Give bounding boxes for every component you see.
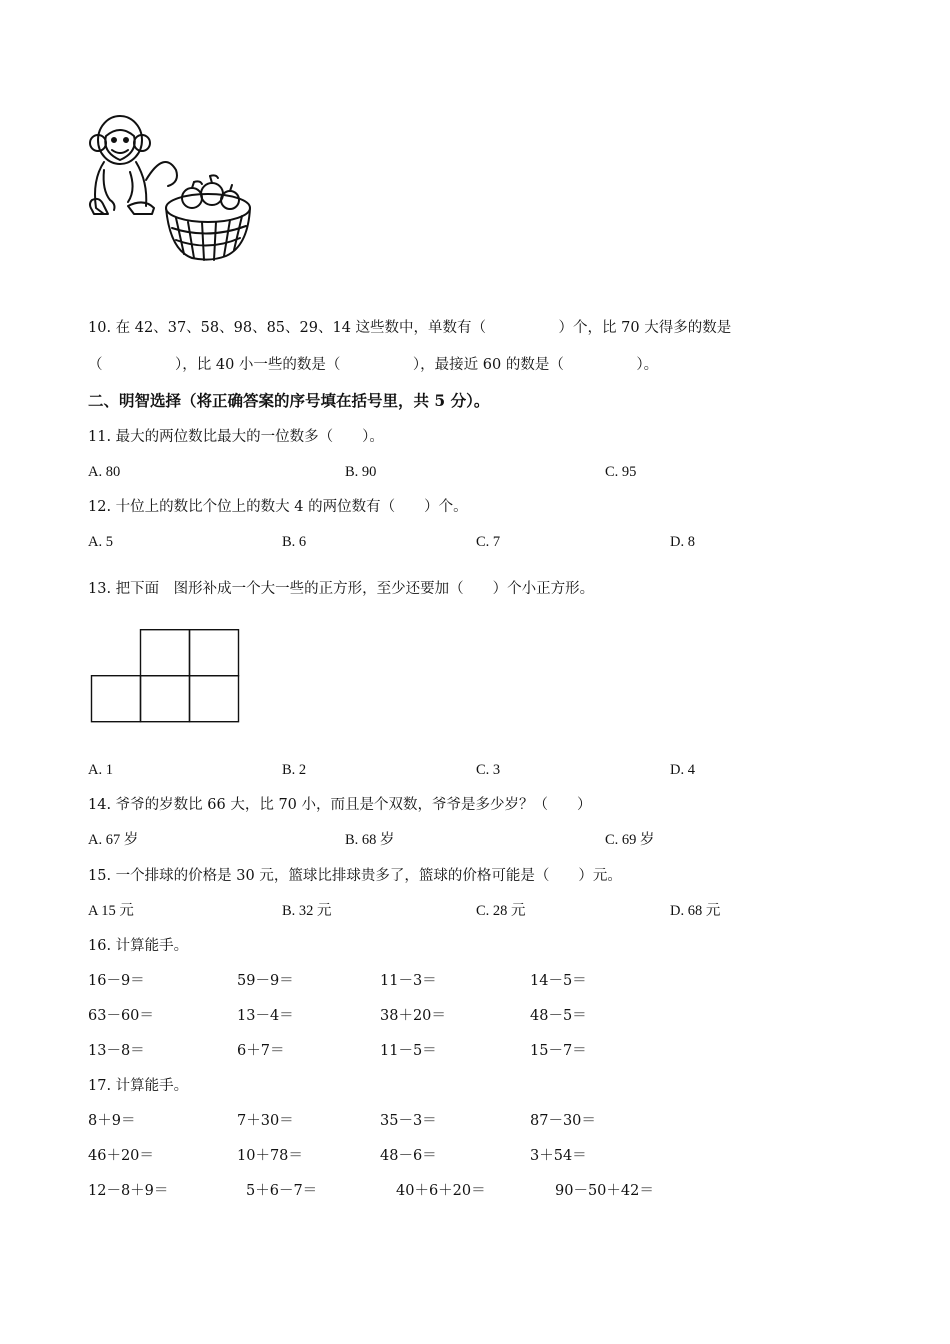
q17-expr: 3＋54＝ bbox=[530, 1148, 587, 1164]
question-12-text: 12. 十位上的数比个位上的数大 4 的两位数有（ ）个。 bbox=[88, 499, 468, 515]
q14-option-a: A. 67 岁 bbox=[88, 832, 139, 848]
q14-option-c: C. 69 岁 bbox=[605, 832, 655, 848]
q17-expr: 8＋9＝ bbox=[88, 1113, 136, 1129]
q15-option-a: A 15 元 bbox=[88, 903, 134, 919]
q16-expr: 48－5＝ bbox=[530, 1008, 587, 1024]
question-15-text: 15. 一个排球的价格是 30 元，篮球比排球贵多了，篮球的价格可能是（ ）元。 bbox=[88, 868, 622, 884]
q17-expr: 90－50＋42＝ bbox=[555, 1183, 654, 1199]
q12-option-a: A. 5 bbox=[88, 534, 113, 550]
q17-expr: 7＋30＝ bbox=[237, 1113, 294, 1129]
q12-option-b: B. 6 bbox=[282, 534, 307, 550]
q15-option-d: D. 68 元 bbox=[670, 903, 721, 919]
q16-expr: 63－60＝ bbox=[88, 1008, 154, 1024]
q16-expr: 6＋7＝ bbox=[237, 1043, 285, 1059]
q13-option-c: C. 3 bbox=[476, 762, 501, 778]
q16-expr: 16－9＝ bbox=[88, 973, 145, 989]
question-17-text: 17. 计算能手。 bbox=[88, 1078, 189, 1094]
q13-option-b: B. 2 bbox=[282, 762, 307, 778]
q17-expr: 12－8＋9＝ bbox=[88, 1183, 169, 1199]
q17-expr: 48－6＝ bbox=[380, 1148, 437, 1164]
q17-expr: 10＋78＝ bbox=[237, 1148, 303, 1164]
q16-expr: 38＋20＝ bbox=[380, 1008, 446, 1024]
q16-expr: 14－5＝ bbox=[530, 973, 587, 989]
square-grid-figure bbox=[90, 629, 242, 723]
question-11-text: 11. 最大的两位数比最大的一位数多（ ）。 bbox=[88, 429, 384, 445]
q17-expr: 35－3＝ bbox=[380, 1113, 437, 1129]
q17-expr: 5＋6－7＝ bbox=[246, 1183, 318, 1199]
q14-option-b: B. 68 岁 bbox=[345, 832, 395, 848]
question-10-line-1: 10. 在 42、37、58、98、85、29、14 这些数中，单数有（ ）个，比 70 大得多的数是 bbox=[88, 320, 732, 336]
q15-option-c: C. 28 元 bbox=[476, 903, 526, 919]
q13-option-a: A. 1 bbox=[88, 762, 113, 778]
q16-expr: 13－4＝ bbox=[237, 1008, 294, 1024]
question-14-text: 14. 爷爷的岁数比 66 大，比 70 小，而且是个双数，爷爷是多少岁？（ ） bbox=[88, 797, 592, 813]
q15-option-b: B. 32 元 bbox=[282, 903, 332, 919]
q17-expr: 87－30＝ bbox=[530, 1113, 596, 1129]
q16-expr: 11－3＝ bbox=[380, 973, 437, 989]
q11-option-c: C. 95 bbox=[605, 464, 637, 480]
q12-option-d: D. 8 bbox=[670, 534, 695, 550]
q12-option-c: C. 7 bbox=[476, 534, 501, 550]
q16-expr: 15－7＝ bbox=[530, 1043, 587, 1059]
section-2-heading: 二、明智选择（将正确答案的序号填在括号里，共 5 分）。 bbox=[88, 391, 490, 410]
q16-expr: 59－9＝ bbox=[237, 973, 294, 989]
q11-option-b: B. 90 bbox=[345, 464, 377, 480]
question-10-line-2: （ ），比 40 小一些的数是（ ），最接近 60 的数是（ ）。 bbox=[88, 357, 659, 373]
monkey-basket-illustration bbox=[84, 110, 254, 265]
q11-option-a: A. 80 bbox=[88, 464, 121, 480]
q16-expr: 11－5＝ bbox=[380, 1043, 437, 1059]
question-16-text: 16. 计算能手。 bbox=[88, 938, 189, 954]
question-13-text: 13. 把下面 图形补成一个大一些的正方形，至少还要加（ ）个小正方形。 bbox=[88, 581, 595, 597]
q17-expr: 46＋20＝ bbox=[88, 1148, 154, 1164]
q16-expr: 13－8＝ bbox=[88, 1043, 145, 1059]
q13-option-d: D. 4 bbox=[670, 762, 695, 778]
q17-expr: 40＋6＋20＝ bbox=[396, 1183, 486, 1199]
